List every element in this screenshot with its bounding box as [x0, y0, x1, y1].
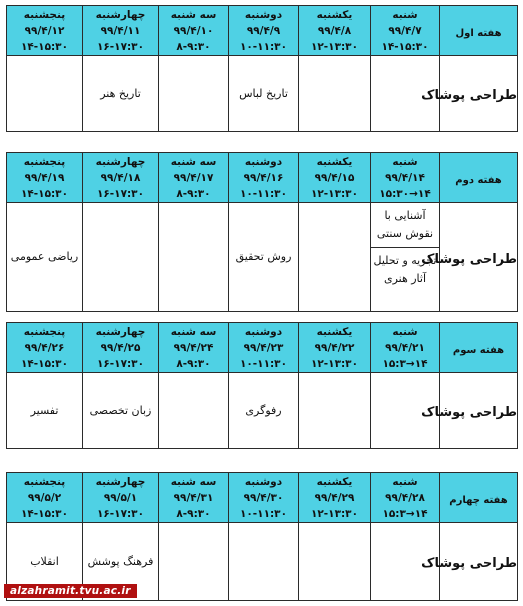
course-name: طراحی پوشاک [440, 203, 518, 312]
class-cell: فرهنگ پوشش [83, 523, 159, 601]
day-header: پنجشنبه ۹۹/۵/۲ ۱۴-۱۵:۳۰ [7, 473, 83, 523]
day-header: پنجشنبه ۹۹/۴/۲۶ ۱۴-۱۵:۳۰ [7, 323, 83, 373]
day-header: سه شنبه ۹۹/۴/۳۱ ۸-۹:۳۰ [159, 473, 229, 523]
class-cell [299, 523, 371, 601]
day-header: چهارشنبه ۹۹/۴/۲۵ ۱۶-۱۷:۳۰ [83, 323, 159, 373]
class-cell [83, 203, 159, 312]
day-header: دوشنبه ۹۹/۴/۲۳ ۱۰-۱۱:۳۰ [229, 323, 299, 373]
class-cell [159, 203, 229, 312]
site-watermark: alzahramit.tvu.ac.ir [4, 584, 137, 598]
class-cell: روش تحقیق [229, 203, 299, 312]
day-header: دوشنبه ۹۹/۴/۳۰ ۱۰-۱۱:۳۰ [229, 473, 299, 523]
week-name: هفته اول [440, 6, 518, 56]
class-top: آشنایی با نقوش سنتی [371, 203, 439, 248]
class-cell [299, 203, 371, 312]
week-name: هفته چهارم [440, 473, 518, 523]
class-cell: تاریخ لباس [229, 56, 299, 132]
day-header: سه شنبه ۹۹/۴/۲۴ ۸-۹:۳۰ [159, 323, 229, 373]
class-cell-split [371, 203, 440, 312]
course-name: طراحی پوشاک [440, 373, 518, 449]
day-header: پنجشنبه ۹۹/۴/۱۹ ۱۴-۱۵:۳۰ [7, 153, 83, 203]
class-cell: تفسیر [7, 373, 83, 449]
course-name: طراحی پوشاک [440, 56, 518, 132]
class-bottom: تجزیه و تحلیل آثار هنری [373, 254, 437, 285]
day-header: دوشنبه ۹۹/۴/۱۶ ۱۰-۱۱:۳۰ [229, 153, 299, 203]
class-cell: انقلاب [7, 523, 83, 601]
class-cell [229, 523, 299, 601]
day-header: چهارشنبه ۹۹/۵/۱ ۱۶-۱۷:۳۰ [83, 473, 159, 523]
day-header: یکشنبه ۹۹/۴/۸ ۱۲-۱۳:۳۰ [299, 6, 371, 56]
class-cell [159, 523, 229, 601]
week-name: هفته دوم [440, 153, 518, 203]
day-header: دوشنبه ۹۹/۴/۹ ۱۰-۱۱:۳۰ [229, 6, 299, 56]
class-cell: زبان تخصصی [83, 373, 159, 449]
class-cell [7, 56, 83, 132]
week-3-table [6, 322, 518, 449]
class-cell [299, 373, 371, 449]
day-header: یکشنبه ۹۹/۴/۲۲ ۱۲-۱۳:۳۰ [299, 323, 371, 373]
week-2-table [6, 152, 518, 312]
class-cell [159, 56, 229, 132]
course-name: طراحی پوشاک [440, 523, 518, 601]
week-4-table [6, 472, 518, 601]
class-cell: رفوگری [229, 373, 299, 449]
day-header: یکشنبه ۹۹/۴/۱۵ ۱۲-۱۳:۳۰ [299, 153, 371, 203]
day-header: پنجشنبه ۹۹/۴/۱۲ ۱۴-۱۵:۳۰ [7, 6, 83, 56]
day-header: چهارشنبه ۹۹/۴/۱۱ ۱۶-۱۷:۳۰ [83, 6, 159, 56]
day-header: سه شنبه ۹۹/۴/۱۰ ۸-۹:۳۰ [159, 6, 229, 56]
day-header: یکشنبه ۹۹/۴/۲۹ ۱۲-۱۳:۳۰ [299, 473, 371, 523]
day-header: شنبه ۹۹/۴/۲۱ ۱۴→۱۵:۳ [371, 323, 440, 373]
class-cell: تاریخ هنر [83, 56, 159, 132]
week-1-table [6, 5, 518, 132]
day-header: چهارشنبه ۹۹/۴/۱۸ ۱۶-۱۷:۳۰ [83, 153, 159, 203]
day-header: شنبه ۹۹/۴/۷ ۱۴-۱۵:۳۰ [371, 6, 440, 56]
week-name: هفته سوم [440, 323, 518, 373]
class-cell [159, 373, 229, 449]
day-header: سه شنبه ۹۹/۴/۱۷ ۸-۹:۳۰ [159, 153, 229, 203]
class-cell: ریاضی عمومی [7, 203, 83, 312]
class-cell [299, 56, 371, 132]
day-header: شنبه ۹۹/۴/۱۴ ۱۴→۱۵:۳۰ [371, 153, 440, 203]
day-header: شنبه ۹۹/۴/۲۸ ۱۴→۱۵:۳ [371, 473, 440, 523]
